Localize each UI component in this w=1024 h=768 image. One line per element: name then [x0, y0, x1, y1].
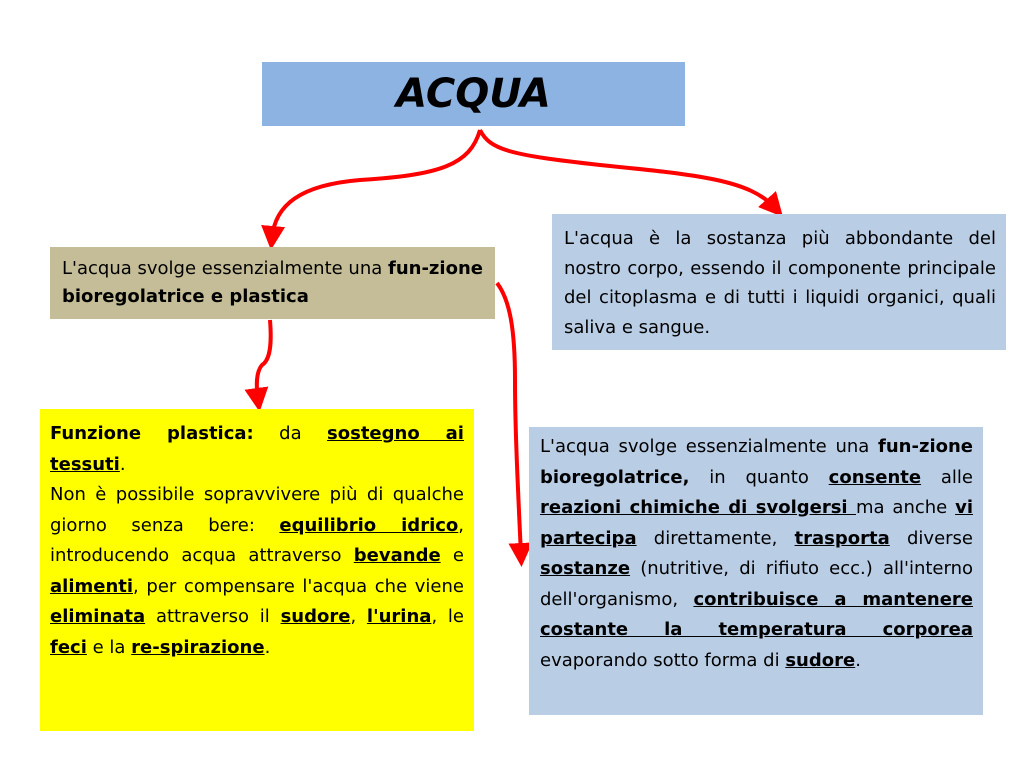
bioregolatrice-text: . [855, 649, 861, 671]
plastica-key-term: bevande [353, 545, 441, 566]
fact-text: L'acqua è la sostanza più abbondante del nostro corpo, essendo il componente principale del citoplasma e di tutti i liquidi organici, quali saliva e sangue. [564, 228, 996, 338]
bioregolatrice-text: (nutritive, di rifiuto ecc.) all'interno dell'organismo, [540, 558, 973, 610]
plastica-key-term: re-spirazione [131, 636, 265, 658]
plastica-key-term: sostegno ai tessuti [50, 423, 464, 475]
plastica-text: , introducendo acqua attraverso [50, 514, 465, 566]
bioregolatrice-heading: fun-zione bioregolatrice, [540, 436, 973, 488]
fact-box [552, 214, 1006, 350]
arrow-title-to-intro [272, 130, 480, 238]
intro-text: L'acqua svolge essenzialmente una [62, 258, 388, 279]
arrow-title-to-fact [480, 130, 775, 208]
bioregolatrice-key-term: reazioni chimiche di svolgersi [540, 497, 856, 518]
bioregolatrice-text: in quanto [689, 466, 829, 488]
plastica-text: . [119, 453, 126, 475]
plastica-text: , per compensare l'acqua che viene [133, 575, 464, 597]
title-text: ACQUA [396, 71, 551, 117]
plastica-text: da [253, 423, 328, 444]
bioregolatrice-key-term: sostanze [540, 558, 631, 579]
plastica-text: , le [431, 606, 464, 627]
bioregolatrice-box [529, 427, 983, 715]
bioregolatrice-text: ma anche [856, 497, 956, 518]
bioregolatrice-key-term: trasporta [794, 527, 890, 549]
plastica-heading: Funzione plastica: [50, 423, 254, 444]
plastica-key-term: l'urina [366, 606, 432, 627]
plastica-text: , [350, 606, 367, 627]
intro-box [50, 247, 495, 319]
plastica-text: Non è possibile sopravvivere più di qualche giorno senza bere: [50, 484, 464, 536]
arrow-intro-to-bioregolatrice [497, 283, 521, 555]
plastica-text: attraverso il [145, 606, 281, 627]
bioregolatrice-key-term: contribuisce a mantenere costante la temperatura corporea [540, 588, 974, 640]
arrow-intro-to-plastica [257, 320, 271, 400]
plastica-key-term: eliminata [50, 606, 146, 627]
bioregolatrice-key-term: sudore [785, 649, 856, 671]
plastica-text: . [264, 636, 271, 658]
plastica-text: e la [86, 636, 132, 658]
bioregolatrice-text: alle [921, 466, 974, 488]
bioregolatrice-key-term: consente [828, 466, 922, 488]
plastica-key-term: feci [50, 636, 87, 658]
title-box [262, 62, 685, 126]
bioregolatrice-key-term: vi partecipa [540, 497, 973, 549]
plastica-box [40, 409, 474, 731]
plastica-key-term: alimenti [50, 575, 134, 597]
plastica-key-term: sudore [280, 606, 351, 627]
bioregolatrice-text: evaporando sotto forma di [540, 649, 786, 671]
plastica-text: e [440, 545, 464, 566]
bioregolatrice-text: L'acqua svolge essenzialmente una [540, 436, 879, 457]
bioregolatrice-text: diverse [889, 527, 973, 549]
bioregolatrice-text: direttamente, [636, 527, 795, 549]
plastica-key-term: equilibrio idrico [279, 514, 459, 536]
intro-bold-text: fun-zione bioregolatrice e plastica [62, 258, 483, 307]
